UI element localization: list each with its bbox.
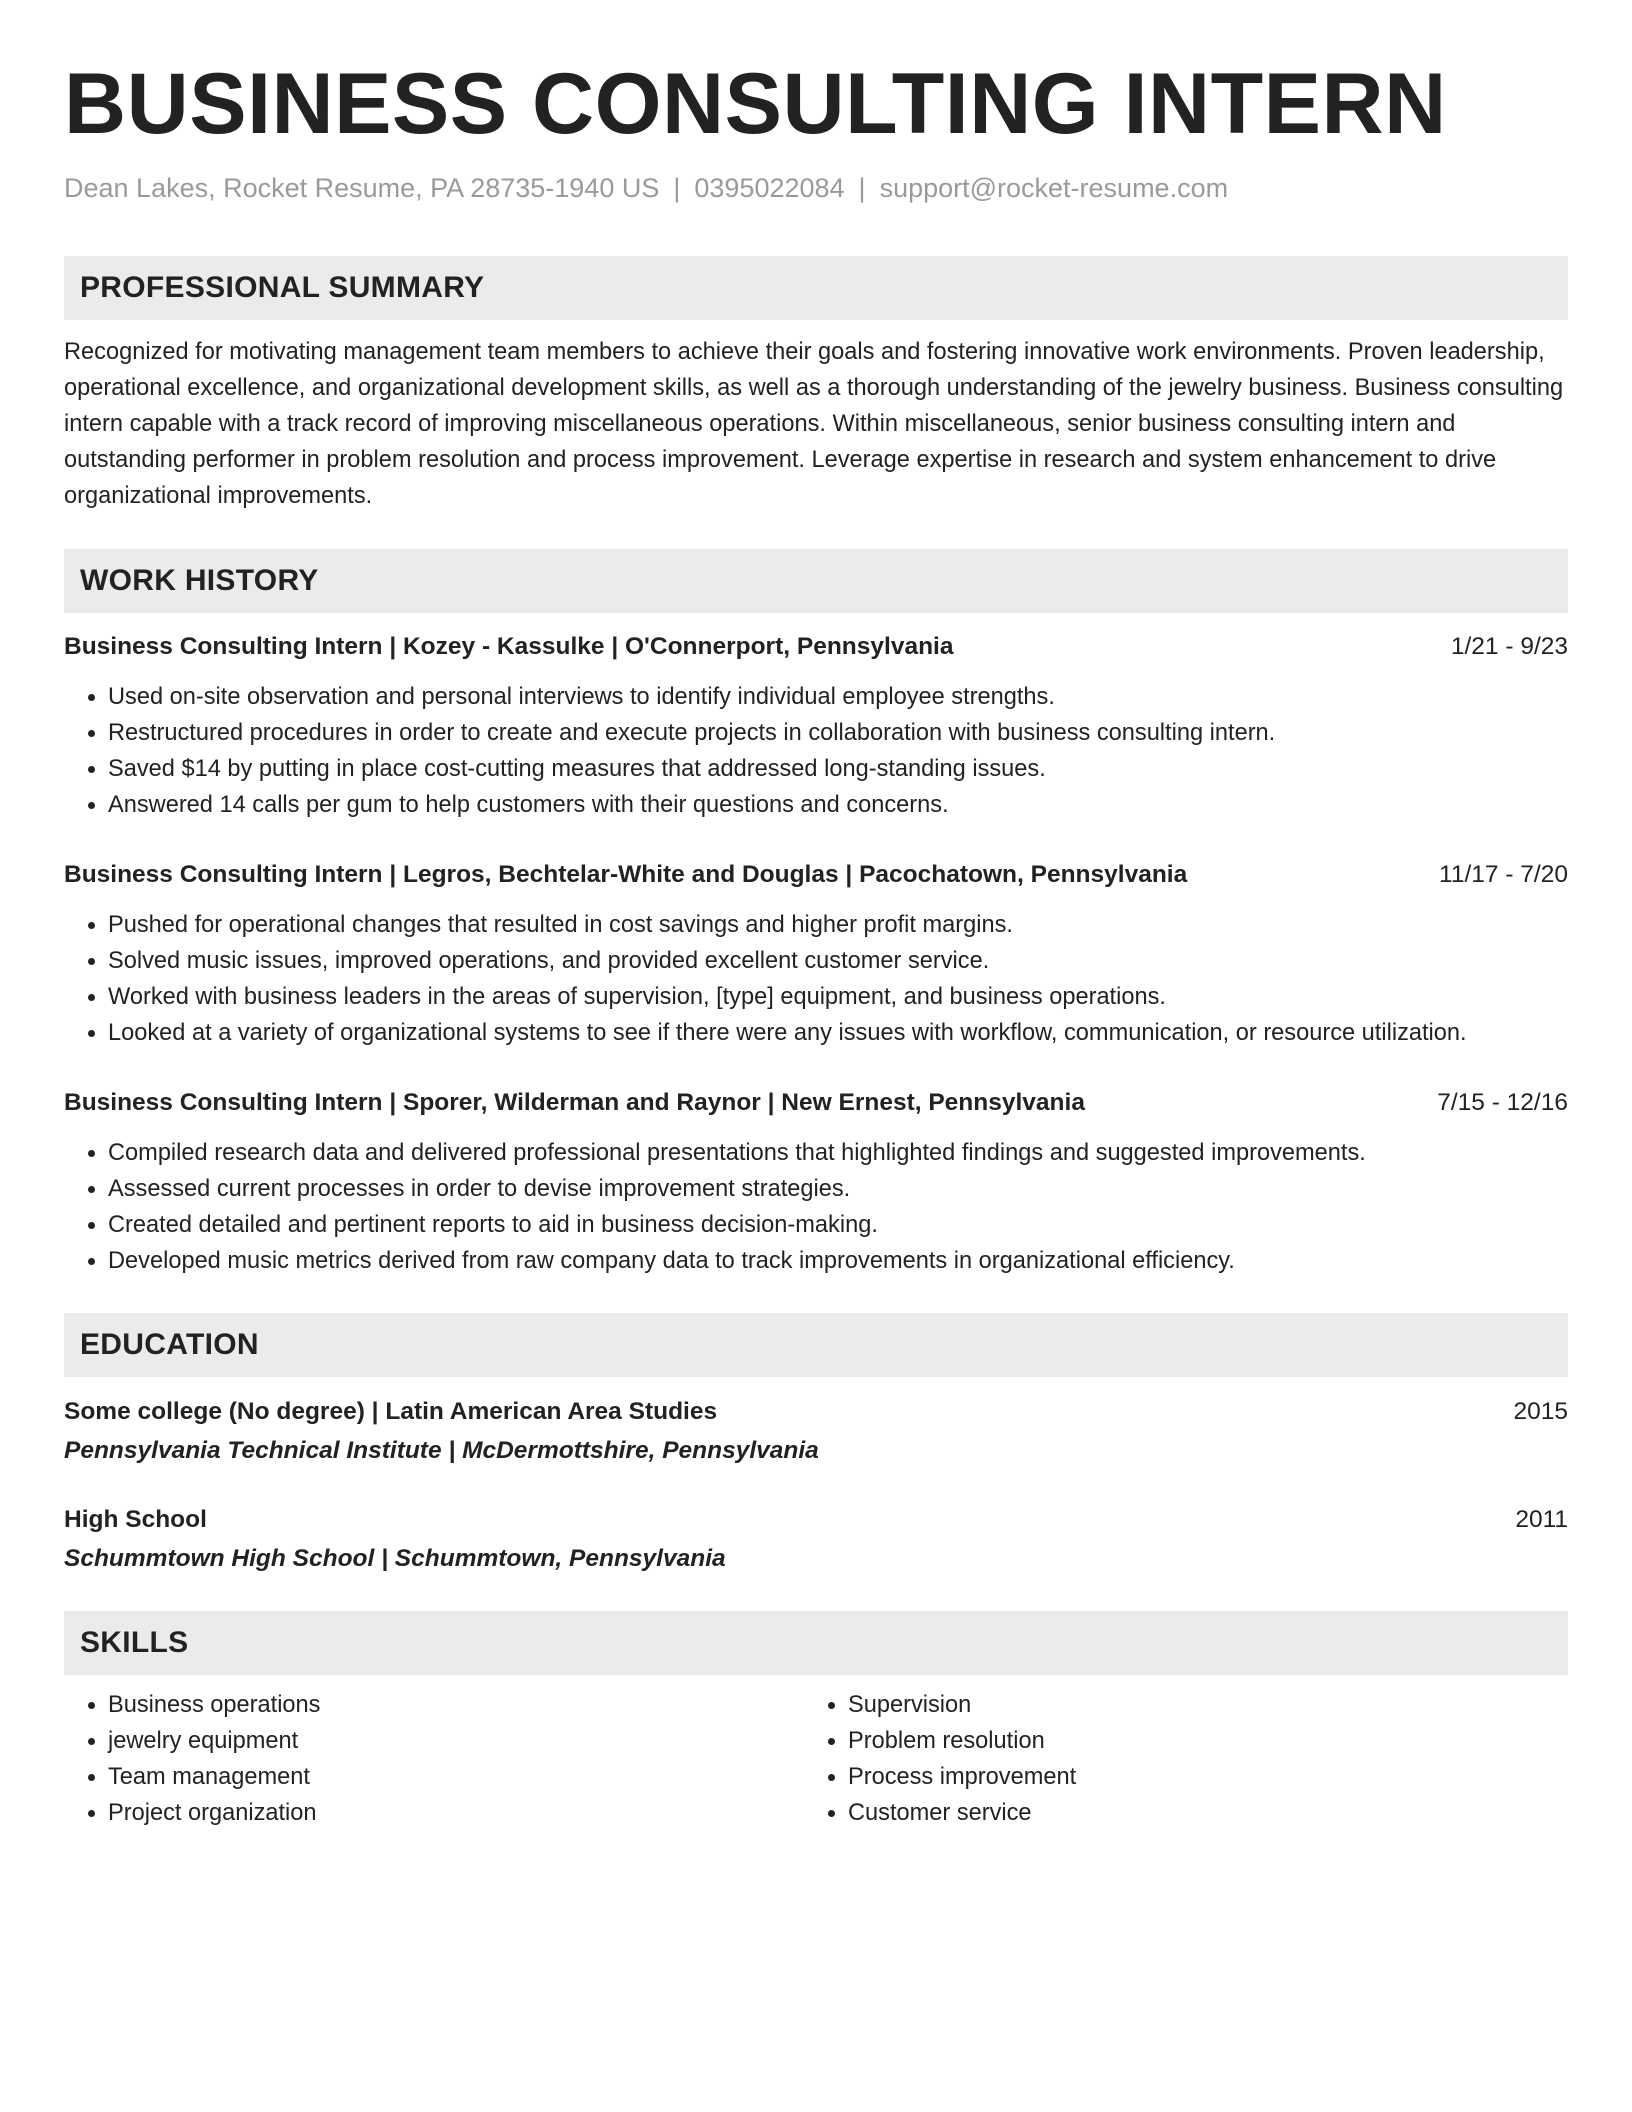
skills-column-right xyxy=(804,1687,1544,1831)
job-bullet: • Created detailed and pertinent reports to aid in business decision-making. xyxy=(108,1207,1568,1243)
education-degree: High School xyxy=(64,1506,207,1533)
job-bullet: • Pushed for operational changes that resulted in cost savings and higher profit margins. xyxy=(108,907,1568,943)
work-history-heading-label: WORK HISTORY xyxy=(80,564,319,597)
job-bullets xyxy=(64,679,1568,823)
skill-item: • Business operations xyxy=(108,1687,804,1723)
contact-separator: | xyxy=(673,173,681,203)
skills-list xyxy=(804,1687,1544,1831)
education-degree: Some college (No degree) | Latin American Area Studies xyxy=(64,1398,718,1425)
job-bullet: • Restructured procedures in order to create and execute projects in collaboration with business consulting intern. xyxy=(108,715,1568,751)
job-header xyxy=(64,857,1568,893)
education-header xyxy=(64,1501,1568,1539)
job-bullet: • Solved music issues, improved operations, and provided excellent customer service. xyxy=(108,943,1568,979)
job-dates: 1/21 - 9/23 xyxy=(1450,633,1568,660)
job-bullet: • Worked with business leaders in the areas of supervision, [type] equipment, and business operations. xyxy=(108,979,1568,1015)
job-bullet: • Assessed current processes in order to devise improvement strategies. xyxy=(108,1171,1568,1207)
skill-item: • Supervision xyxy=(848,1687,1544,1723)
job-header xyxy=(64,629,1568,665)
education-year: 2011 xyxy=(1515,1506,1568,1533)
skills-heading xyxy=(64,1611,1568,1675)
job-title: Business Consulting Intern | Sporer, Wilderman and Raynor | New Ernest, Pennsylvania xyxy=(64,1089,1085,1116)
work-history-heading xyxy=(64,549,1568,613)
job-header xyxy=(64,1085,1568,1121)
job-title: Business Consulting Intern | Legros, Bechtelar-White and Douglas | Pacochatown, Pennsylvania xyxy=(64,861,1188,888)
job-bullet: • Answered 14 calls per gum to help customers with their questions and concerns. xyxy=(108,787,1568,823)
contact-separator: | xyxy=(858,173,866,203)
contact-phone: 0395022084 xyxy=(694,173,845,203)
job-bullet: • Looked at a variety of organizational systems to see if there were any issues with workflow, communication, or resource utilization. xyxy=(108,1015,1568,1051)
summary-heading xyxy=(64,256,1568,320)
resume-title: BUSINESS CONSULTING INTERN xyxy=(64,56,1447,152)
skill-item: • Problem resolution xyxy=(848,1723,1544,1759)
education-entry xyxy=(64,1501,1568,1579)
job-title: Business Consulting Intern | Kozey - Kassulke | O'Connerport, Pennsylvania xyxy=(64,633,954,660)
skill-item: • Team management xyxy=(108,1759,804,1795)
education-heading-label: EDUCATION xyxy=(80,1328,259,1361)
skill-item: • Customer service xyxy=(848,1795,1544,1831)
job-bullets xyxy=(64,907,1568,1051)
skills-list xyxy=(64,1687,804,1831)
job-bullet: • Used on-site observation and personal interviews to identify individual employee strengths. xyxy=(108,679,1568,715)
skill-item: • Process improvement xyxy=(848,1759,1544,1795)
job-bullet: • Compiled research data and delivered professional presentations that highlighted findings and suggested improvements. xyxy=(108,1135,1568,1171)
contact-email: support@rocket-resume.com xyxy=(879,173,1229,203)
contact-address: Dean Lakes, Rocket Resume, PA 28735-1940 US xyxy=(64,173,660,203)
job-entry xyxy=(64,629,1568,823)
job-entry xyxy=(64,857,1568,1051)
contact-line xyxy=(64,170,1568,206)
summary-text: Recognized for motivating management team members to achieve their goals and fostering innovative work environments. Proven leadership, operational excellence, and organizational development skills, as well as a thorough understanding of the jewelry business. Business consulting intern capable with a track record of improving miscellaneous operations. Within miscellaneous, senior business consulting intern and outstanding performer in problem resolution and process improvement. Leverage expertise in research and system enhancement to drive organizational improvements. xyxy=(64,339,1564,509)
job-dates: 7/15 - 12/16 xyxy=(1437,1089,1568,1116)
skills-heading-label: SKILLS xyxy=(80,1626,189,1659)
summary-heading-label: PROFESSIONAL SUMMARY xyxy=(80,271,485,304)
education-school: Schummtown High School | Schummtown, Pennsylvania xyxy=(64,1545,726,1572)
job-bullets xyxy=(64,1135,1568,1279)
skill-item: • jewelry equipment xyxy=(108,1723,804,1759)
skills-grid xyxy=(64,1687,1568,1831)
education-entry xyxy=(64,1393,1568,1471)
skill-item: • Project organization xyxy=(108,1795,804,1831)
education-school: Pennsylvania Technical Institute | McDermottshire, Pennsylvania xyxy=(64,1437,819,1464)
education-heading xyxy=(64,1313,1568,1377)
job-entry xyxy=(64,1085,1568,1279)
skills-column-left xyxy=(64,1687,804,1831)
job-dates: 11/17 - 7/20 xyxy=(1439,861,1568,888)
job-bullet: • Developed music metrics derived from raw company data to track improvements in organizational efficiency. xyxy=(108,1243,1568,1279)
education-header xyxy=(64,1393,1568,1431)
education-year: 2015 xyxy=(1513,1398,1568,1425)
job-bullet: • Saved $14 by putting in place cost-cutting measures that addressed long-standing issues. xyxy=(108,751,1568,787)
